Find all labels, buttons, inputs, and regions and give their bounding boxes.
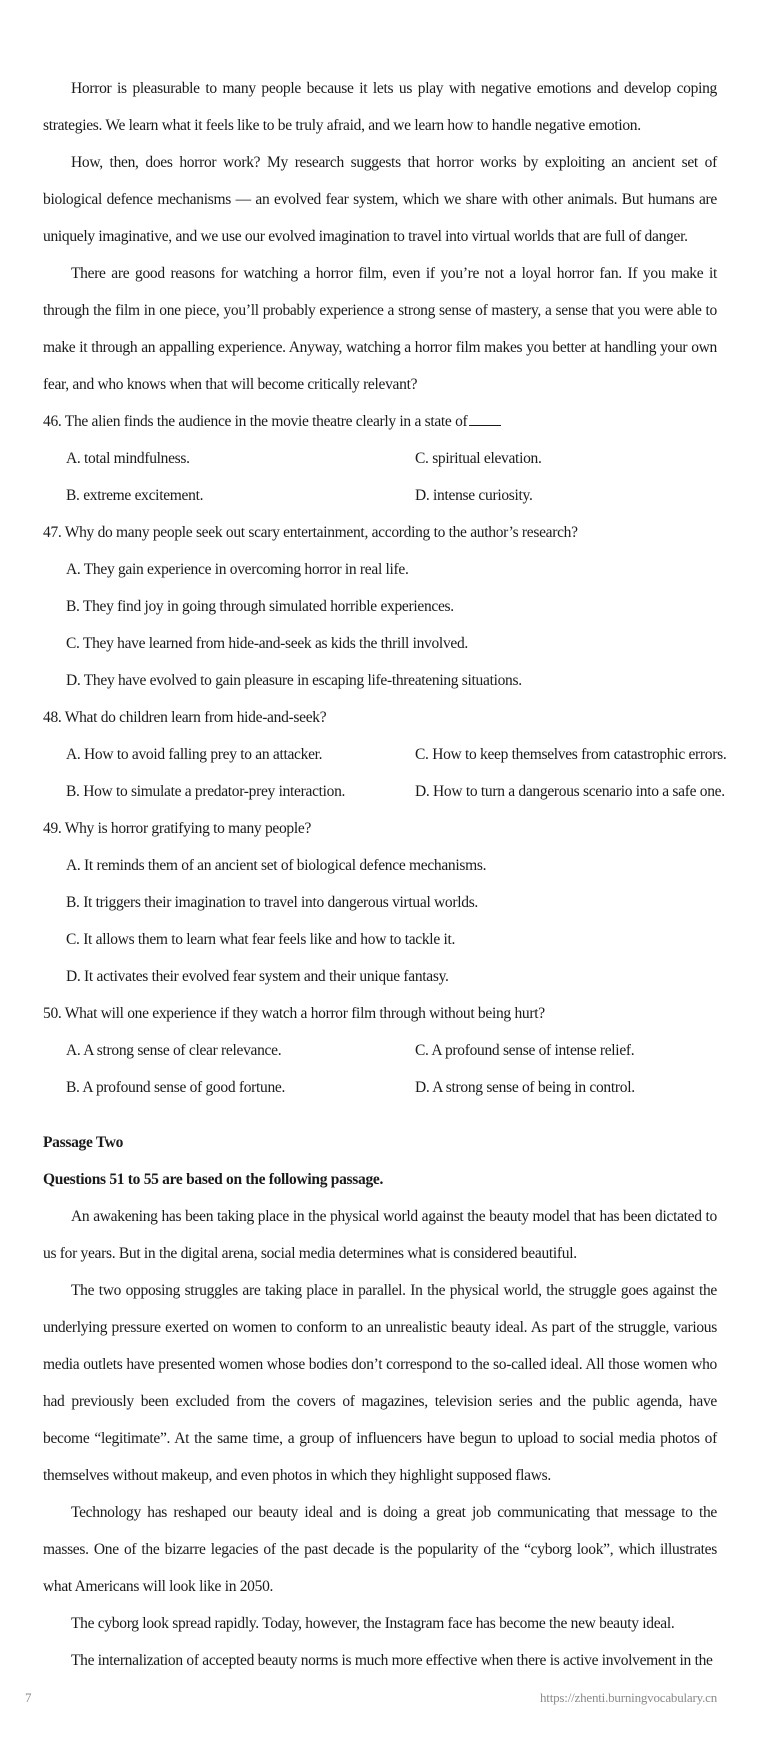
section-spacer (43, 1106, 717, 1124)
q50-option-b: B. A profound sense of good fortune. (66, 1079, 286, 1096)
q47-option-c: C. They have learned from hide-and-seek as kids the thrill involved. (66, 635, 468, 652)
q46-option-c: C. spiritual elevation. (415, 450, 542, 467)
q50-option-d: D. A strong sense of being in control. (415, 1079, 635, 1096)
q47-option-a: A. They gain experience in overcoming horror in real life. (66, 561, 409, 578)
q49-option-b: B. It triggers their imagination to travel into dangerous virtual worlds. (66, 894, 479, 911)
intro-paragraph-1: Horror is pleasurable to many people because it lets us play with negative emotions and develop coping strategies. We learn what it feels like to be truly afraid, and we learn how to handle negative emotion. (43, 80, 717, 134)
q50-option-a: A. A strong sense of clear relevance. (66, 1042, 282, 1059)
passage-two-paragraph-4: The cyborg look spread rapidly. Today, however, the Instagram face has become the new beauty ideal. (71, 1615, 675, 1632)
q48-option-d: D. How to turn a dangerous scenario into a safe one. (415, 783, 725, 800)
intro-paragraph-2: How, then, does horror work? My research suggests that horror works by exploiting an ancient set of biological defence mechanisms — an evolved fear system, which we share with other animals. But humans are uniquely imaginative, and we use our evolved imagination to travel into virtual worlds that are full of danger. (43, 154, 717, 245)
q49-option-c: C. It allows them to learn what fear feels like and how to tackle it. (66, 931, 456, 948)
q50-option-c: C. A profound sense of intense relief. (415, 1042, 635, 1059)
q46-option-a: A. total mindfulness. (66, 450, 190, 467)
q48-option-a: A. How to avoid falling prey to an attacker. (66, 746, 323, 763)
page-number: 7 (25, 1690, 32, 1705)
q46-option-d: D. intense curiosity. (415, 487, 533, 504)
q49-option-a: A. It reminds them of an ancient set of biological defence mechanisms. (66, 857, 487, 874)
passage-two-paragraph-1: An awakening has been taking place in the physical world against the beauty model that has been dictated to us for years. But in the digital arena, social media determines what is considered beautiful. (43, 1208, 717, 1262)
q48-option-b: B. How to simulate a predator-prey interaction. (66, 783, 346, 800)
question-49-options (43, 847, 717, 995)
page-footer (0, 1690, 760, 1710)
answer-blank (469, 410, 501, 426)
q46-option-b: B. extreme excitement. (66, 487, 204, 504)
passage-two-paragraph-5: The internalization of accepted beauty norms is much more effective when there is active involvement in the (71, 1652, 713, 1669)
intro-paragraph-3: There are good reasons for watching a horror film, even if you’re not a loyal horror fan. If you make it through the film in one piece, you’ll probably experience a strong sense of mastery, a sense that you were able to make it through an appalling experience. Anyway, watching a horror film makes you better at handling your own fear, and who knows when that will become critically relevant? (43, 265, 717, 393)
passage-two-paragraph-3: Technology has reshaped our beauty ideal and is doing a great job communicating that message to the masses. One of the bizarre legacies of the past decade is the popularity of the “cyborg look”, which illustrates what Americans will look like in 2050. (43, 1504, 717, 1595)
question-46 (43, 403, 717, 440)
site-url: https://zhenti.burningvocabulary.cn (540, 1690, 717, 1705)
question-50-options (43, 1032, 717, 1106)
question-46-options (43, 440, 717, 514)
question-47-stem: 47. Why do many people seek out scary entertainment, according to the author’s research? (43, 524, 578, 541)
passage-two-title: Passage Two (43, 1134, 124, 1151)
q47-option-b: B. They find joy in going through simulated horrible experiences. (66, 598, 454, 615)
q49-option-d: D. It activates their evolved fear system and their unique fantasy. (66, 968, 449, 985)
question-49-stem: 49. Why is horror gratifying to many people? (43, 820, 312, 837)
question-48-stem: 48. What do children learn from hide-and-seek? (43, 709, 327, 726)
passage-two-paragraph-2: The two opposing struggles are taking place in parallel. In the physical world, the struggle goes against the underlying pressure exerted on women to conform to an unrealistic beauty ideal. As part of the struggle, various media outlets have presented women whose bodies don’t correspond to the so-called ideal. All those women who had previously been excluded from the covers of magazines, television series and the public agenda, have become “legitimate”. At the same time, a group of influencers have begun to upload to social media photos of themselves without makeup, and even photos in which they highlight supposed flaws. (43, 1282, 717, 1484)
question-50-stem: 50. What will one experience if they watch a horror film through without being hurt? (43, 1005, 545, 1022)
q48-option-c: C. How to keep themselves from catastrophic errors. (415, 746, 727, 763)
question-46-stem: 46. The alien finds the audience in the movie theatre clearly in a state of (43, 413, 468, 430)
page-content (43, 70, 727, 1679)
passage-two-instruction: Questions 51 to 55 are based on the following passage. (43, 1171, 384, 1188)
question-48-options (43, 736, 727, 810)
q47-option-d: D. They have evolved to gain pleasure in escaping life-threatening situations. (66, 672, 522, 689)
question-47-options (43, 551, 717, 699)
